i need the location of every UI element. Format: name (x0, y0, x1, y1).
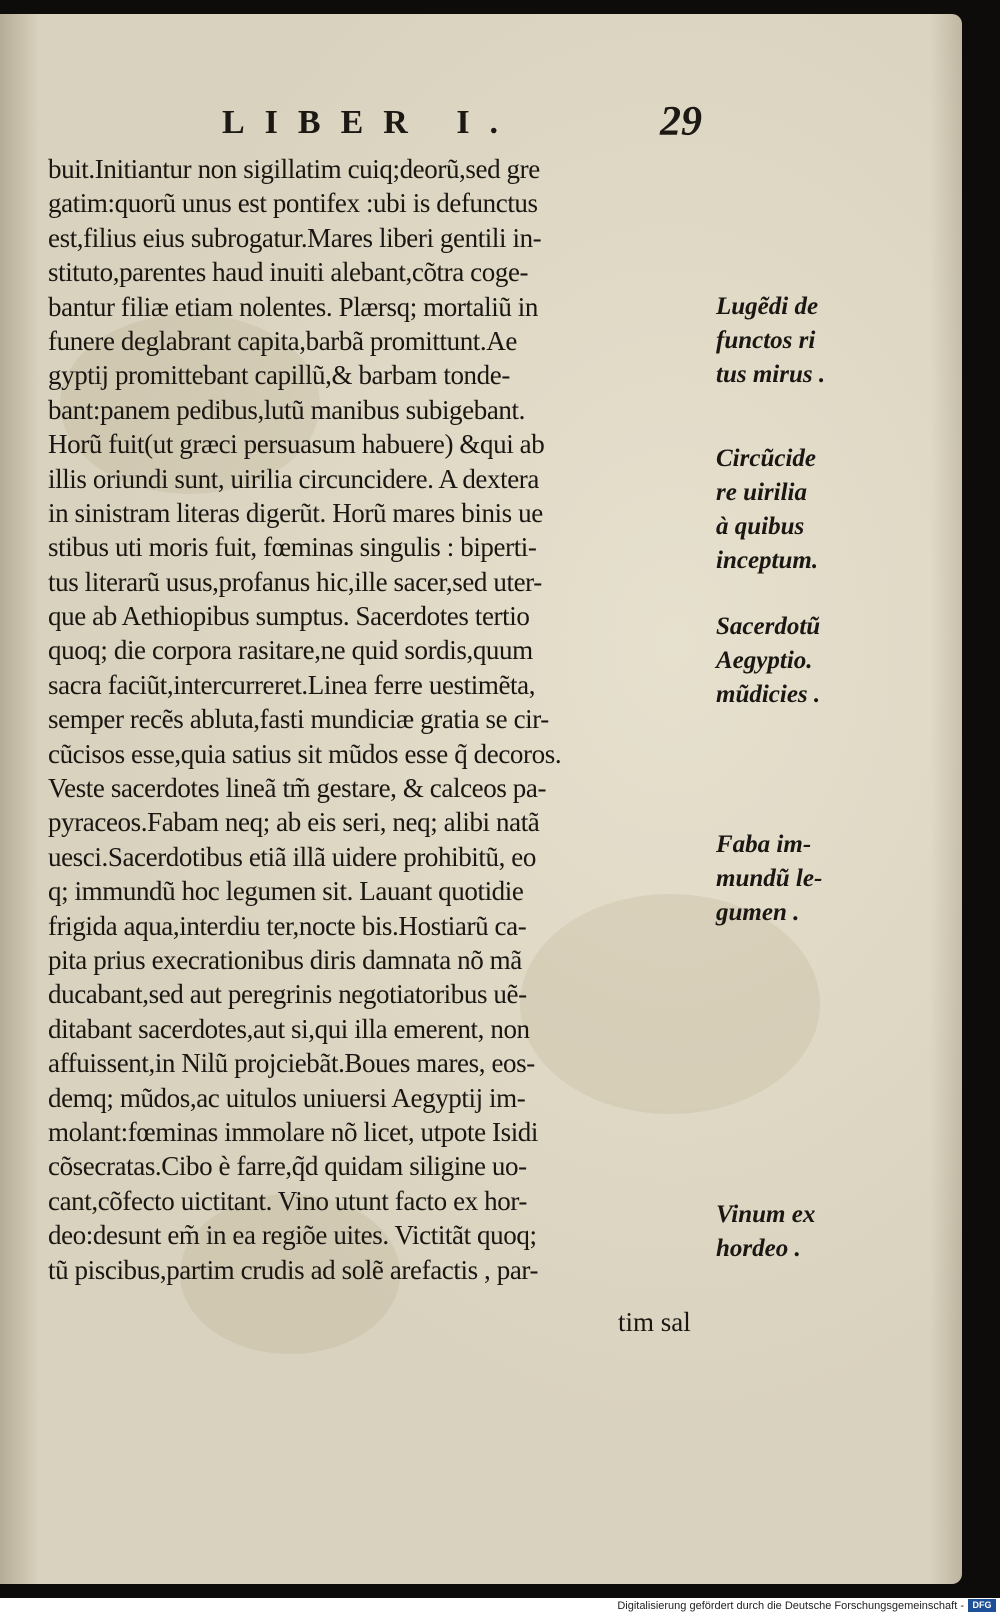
marginal-note-mourning (716, 290, 846, 392)
text-line: in sinistram literas digerũt. Horũ mares binis ue (48, 497, 543, 528)
text-line: tũ piscibus,partim crudis ad solẽ arefactis , par- (48, 1254, 539, 1285)
marginal-note-line: Circũcide (716, 445, 816, 472)
text-line: que ab Aethiopibus sumptus. Sacerdotes tertio (48, 601, 530, 632)
text-line: gyptij promittebant capillũ,& barbam tonde- (48, 360, 510, 391)
marginal-note-wine (716, 1198, 846, 1266)
text-line: illis oriundi sunt, uirilia circuncidere. A dextera (48, 463, 539, 494)
text-line: bant:panem pedibus,lutũ manibus subigebant. (48, 394, 525, 425)
text-line: ducabant,sed aut peregrinis negotiatoribus uẽ- (48, 979, 527, 1010)
text-line: deo:desunt em̃ in ea regiõe uites. Victitãt quoq; (48, 1220, 537, 1251)
text-line: cũcisos esse,quia satius sit mũdos esse q̃ decoros. (48, 738, 562, 769)
text-line: funere deglabrant capita,barbã promittunt.Ae (48, 325, 517, 356)
text-line: pita prius execrationibus diris damnata nõ mã (48, 944, 522, 975)
text-line: ditabant sacerdotes,aut si,qui illa emerent, non (48, 1013, 530, 1044)
text-line: bantur filiæ etiam nolentes. Plærsq; mortaliũ in (48, 291, 538, 322)
text-line: stibus uti moris fuit, fœminas singulis : biperti- (48, 532, 537, 563)
marginal-note-line: mundũ le- (716, 865, 823, 892)
text-line: est,filius eius subrogatur.Mares liberi gentili in- (48, 222, 542, 253)
marginal-note-line: inceptum. (716, 547, 819, 574)
marginal-note-priests (716, 610, 846, 712)
marginal-note-line: re uirilia (716, 479, 807, 506)
marginal-note-line: Faba im- (716, 831, 812, 858)
text-line: affuissent,in Nilũ projciebãt.Boues mares, eos- (48, 1048, 535, 1079)
footer-bar (0, 1598, 1000, 1614)
text-line: frigida aqua,interdiu ter,nocte bis.Hostiarũ ca- (48, 910, 527, 941)
marginal-note-line: Lugẽdi de (716, 293, 819, 320)
book-page (0, 14, 962, 1584)
catchword: tim sal (618, 1307, 691, 1337)
text-line: sacra faciũt,intercurreret.Linea ferre uestimẽta, (48, 669, 536, 700)
dfg-logo: DFG (968, 1599, 996, 1612)
text-line: gatim:quorũ unus est pontifex :ubi is defunctus (48, 188, 538, 219)
marginal-note-bean (716, 828, 846, 930)
text-line: cant,cõfecto uictitant. Vino utunt facto ex hor- (48, 1185, 527, 1216)
marginal-note-line: functos ri (716, 327, 816, 354)
page-number: 29 (660, 99, 702, 145)
text-line: q; immundũ hoc legumen sit. Lauant quotidie (48, 876, 524, 907)
text-line: uesci.Sacerdotibus etiã illã uidere prohibitũ, eo (48, 841, 536, 872)
text-line: stituto,parentes haud inuiti alebant,cõtra coge- (48, 257, 529, 288)
marginal-note-line: Sacerdotũ (716, 613, 821, 640)
marginal-note-line: gumen . (716, 899, 800, 926)
text-line: Veste sacerdotes lineã tm̃ gestare, & calceos pa- (48, 773, 547, 804)
text-line: buit.Initiantur non sigillatim cuiq;deorũ,sed gre (48, 154, 540, 184)
running-head: LIBER I. (222, 104, 519, 141)
marginal-note-line: mũdicies . (716, 681, 821, 708)
text-line: tus literarũ usus,profanus hic,ille sacer,sed uter- (48, 566, 542, 597)
text-line: molant:fœminas immolare nõ licet, utpote Isidi (48, 1116, 538, 1147)
marginal-note-line: à quibus (716, 513, 805, 540)
footer-credit: Digitalisierung gefördert durch die Deutsche Forschungsgemeinschaft - (617, 1600, 964, 1612)
marginal-note-line: Vinum ex (716, 1201, 816, 1228)
text-line: demq; mũdos,ac uitulos uniuersi Aegyptij im- (48, 1082, 526, 1113)
text-line: cõsecratas.Cibo è farre,q̃d quidam siligine uo- (48, 1151, 527, 1182)
text-line: Horũ fuit(ut græci persuasum habuere) &qui ab (48, 429, 545, 460)
text-line: pyraceos.Fabam neq; ab eis seri, neq; alibi natã (48, 807, 540, 838)
marginal-note-line: tus mirus . (716, 361, 826, 388)
text-line: quoq; die corpora rasitare,ne quid sordis,quum (48, 635, 533, 666)
marginal-note-line: Aegyptio. (716, 647, 813, 674)
text-line: semper recẽs abluta,fasti mundiciæ gratia se cir- (48, 704, 549, 735)
marginal-note-line: hordeo . (716, 1235, 801, 1262)
main-text-block (48, 152, 708, 1287)
page-header (0, 99, 962, 154)
marginal-note-circumcision (716, 442, 846, 578)
